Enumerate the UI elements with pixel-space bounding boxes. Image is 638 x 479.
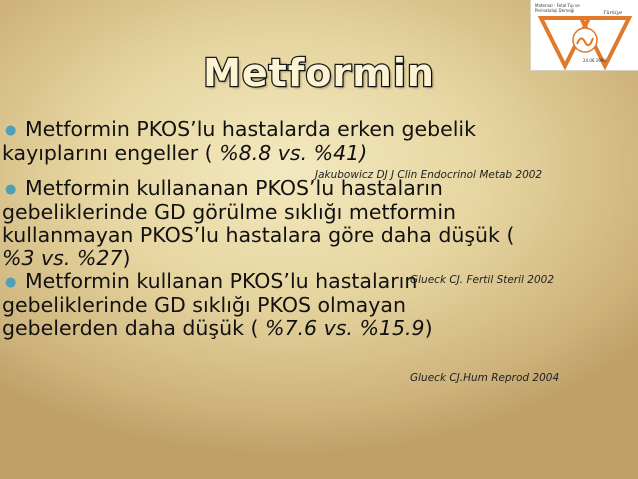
item-2-line-2: gebeliklerinde GD görülme sıklığı metformin [2, 200, 457, 224]
item-3-line-3-italic: %7.6 vs. %15.9 [265, 316, 425, 340]
item-1-line-1: Metformin PKOS’lu hastalarda erken gebelik [25, 117, 476, 141]
slide-body [2, 118, 622, 340]
bullet-icon: ● [5, 182, 17, 197]
item-3-line-1: Metformin kullanan PKOS’lu hastaların [25, 269, 418, 293]
item-2-line-4-italic: %3 vs. %27 [2, 246, 123, 270]
logo-date-text: 24.06.1998 [583, 58, 606, 63]
bullet-icon: ● [5, 123, 17, 138]
item-1-line-2: kayıplarını engeller ( [2, 141, 220, 165]
logo-script-text: Türkiye [603, 10, 623, 16]
item-3-line-3-end: ) [424, 316, 433, 340]
item-1-line-2-italic: %8.8 vs. %41) [219, 141, 368, 165]
bullet-item-2 [2, 177, 622, 270]
item-3-line-2: gebeliklerinde GD sıklığı PKOS olmayan [2, 293, 406, 317]
item-2-line-1: Metformin kullananan PKOS’lu hastaların [25, 176, 443, 200]
citation-3: Glueck CJ.Hum Reprod 2004 [410, 372, 560, 384]
item-2-line-3: kullanmayan PKOS’lu hastalara göre daha düşük ( [2, 223, 515, 247]
citation-2: Glueck CJ. Fertil Steril 2002 [410, 274, 555, 286]
citation-1: Jakubowicz DJ J Clin Endocrinol Metab 2002 [315, 169, 543, 181]
logo-org-text: Maternal - Fetal Tıp ve Perinatoloji Derneği [535, 3, 580, 13]
item-2-line-4: ) [122, 246, 131, 270]
slide-title: Metformin [203, 51, 435, 95]
item-3-line-3: gebelerden daha düşük ( [2, 316, 265, 340]
bullet-icon: ● [5, 275, 17, 290]
